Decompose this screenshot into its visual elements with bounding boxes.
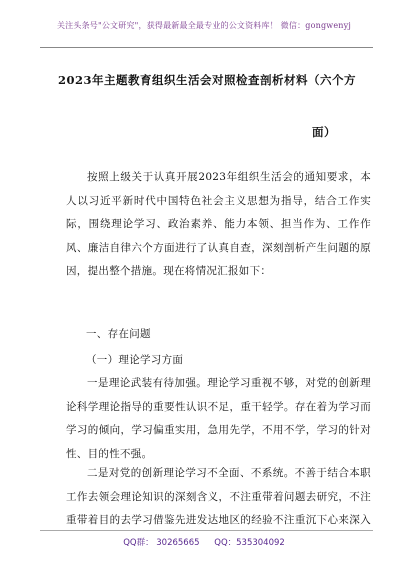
paragraph-point-two: 二是对党的创新理论学习不全面、不系统。不善于结合本职工作去领会理论知识的深刻含义，不注重带着问题去研究，不注重带着目的去学习借鉴先进发达地区的经验不注重沉下心来深入 — [66, 467, 371, 526]
footer-qq: QQ：535304092 — [214, 538, 285, 548]
paragraph-point-one: 一是理论武装有待加强。理论学习重视不够，对党的创新理论科学理论指导的重要性认识不足，重干轻学。存在着为学习而学习的倾向，学习偏重实用，急用先学，不用不学，学习的针对性、目的性不强。 — [66, 377, 371, 460]
document-title-line2: 面） — [312, 125, 336, 139]
footer-contact — [0, 536, 408, 548]
document-title-line1: 2023年主题教育组织生活会对照检查剖析材料（六个方 — [58, 73, 357, 87]
header-banner: 关注头条号"公文研究"，获得最新最全最专业的公文资料库！ 微信：gongwenyj — [56, 21, 352, 30]
footer-divider — [40, 530, 373, 531]
intro-paragraph: 按照上级关于认真开展2023年组织生活会的通知要求，本人以习近平新时代中国特色社会主义思想为指导，结合工作实际，围绕理论学习、政治素养、能力本领、担当作为、工作作风、廉洁自律六个方面进行了认真自查，深刻剖析产生问题的原因，提出整个措施。现在将情况汇报如下： — [66, 171, 371, 277]
subsection-heading-theory-study: （一）理论学习方面 — [86, 354, 184, 366]
footer-qq-group: QQ群： 30265665 — [123, 538, 200, 548]
section-heading-problems: 一、存在问题 — [86, 328, 151, 340]
header-divider — [40, 47, 373, 48]
